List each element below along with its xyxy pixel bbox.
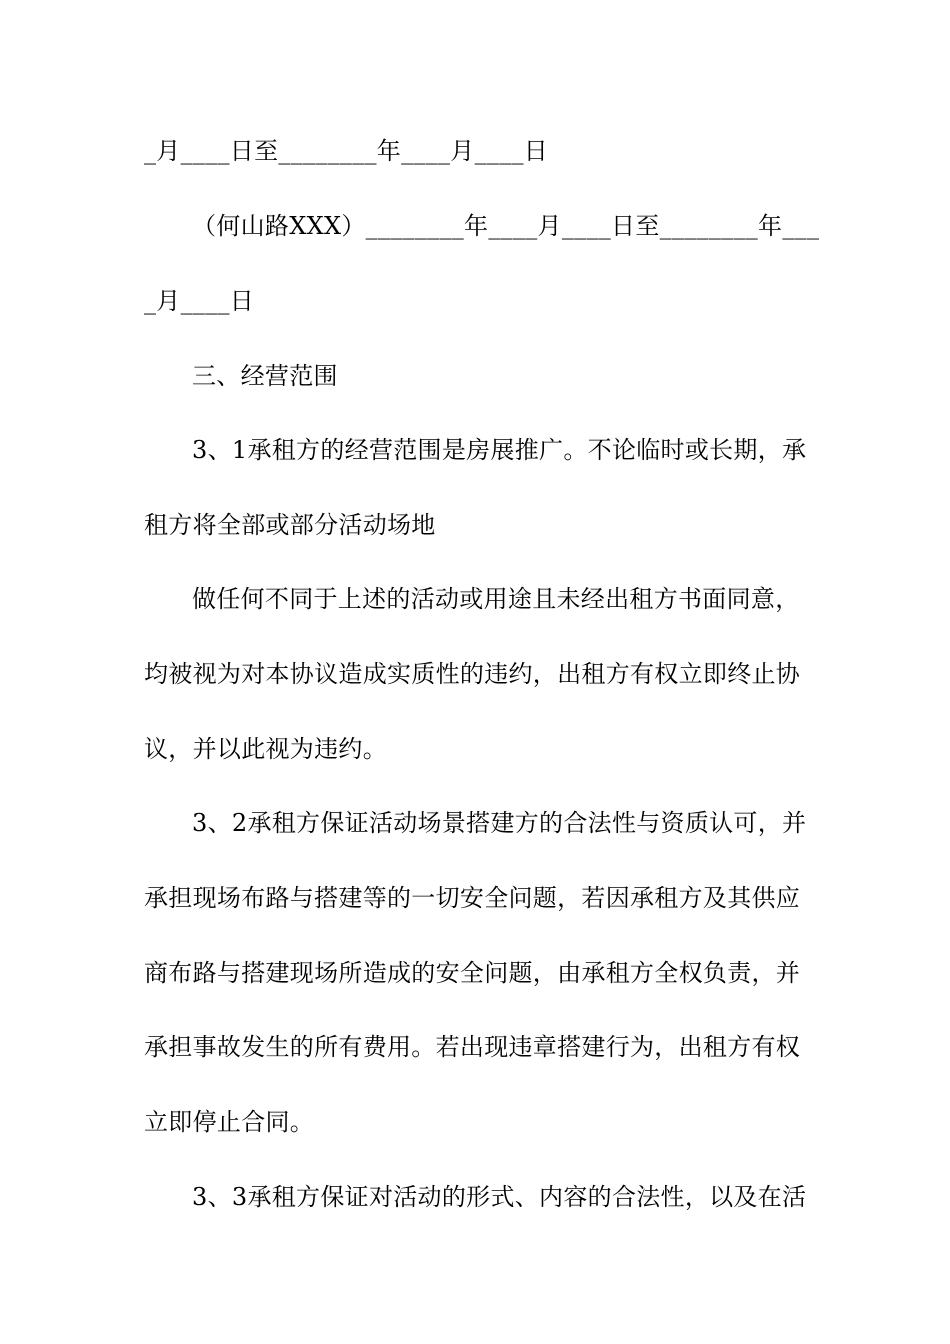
clause-3-3-line-1: 3、3承租方保证对活动的形式、内容的合法性，以及在活 bbox=[192, 1183, 807, 1211]
clause-3-2-line-4: 承担事故发生的所有费用。若出现违章搭建行为，出租方有权 bbox=[144, 1033, 801, 1061]
clause-3-2-line-1: 3、2承租方保证活动场景搭建方的合法性与资质认可，并 bbox=[192, 809, 807, 837]
clause-3-1-paragraph-line-3: 议，并以此视为违约。 bbox=[144, 735, 387, 763]
clause-3-2-line-2: 承担现场布路与搭建等的一切安全问题，若因承租方及其供应 bbox=[144, 884, 801, 912]
clause-3-1-paragraph-line-1: 做任何不同于上述的活动或用途且未经出租方书面同意， bbox=[192, 585, 800, 613]
clause-3-1-paragraph-line-2: 均被视为对本协议造成实质性的违约，出租方有权立即终止协 bbox=[144, 660, 801, 688]
section-heading-business-scope: 三、经营范围 bbox=[192, 362, 338, 390]
contract-date-line-continued: _月____日 bbox=[144, 287, 255, 315]
clause-3-1-line-1: 3、1承租方的经营范围是房展推广。不论临时或长期，承 bbox=[192, 436, 807, 464]
clause-3-2-line-3: 商布路与搭建现场所造成的安全问题，由承租方全权负责，并 bbox=[144, 959, 801, 987]
clause-3-1-line-2: 租方将全部或部分活动场地 bbox=[144, 511, 436, 539]
contract-venue-date-line: （何山路XXX）________年____月____日至________年___ bbox=[192, 212, 820, 240]
contract-date-line: _月____日至________年____月____日 bbox=[144, 137, 549, 165]
clause-3-2-line-5: 立即停止合同。 bbox=[144, 1108, 315, 1136]
